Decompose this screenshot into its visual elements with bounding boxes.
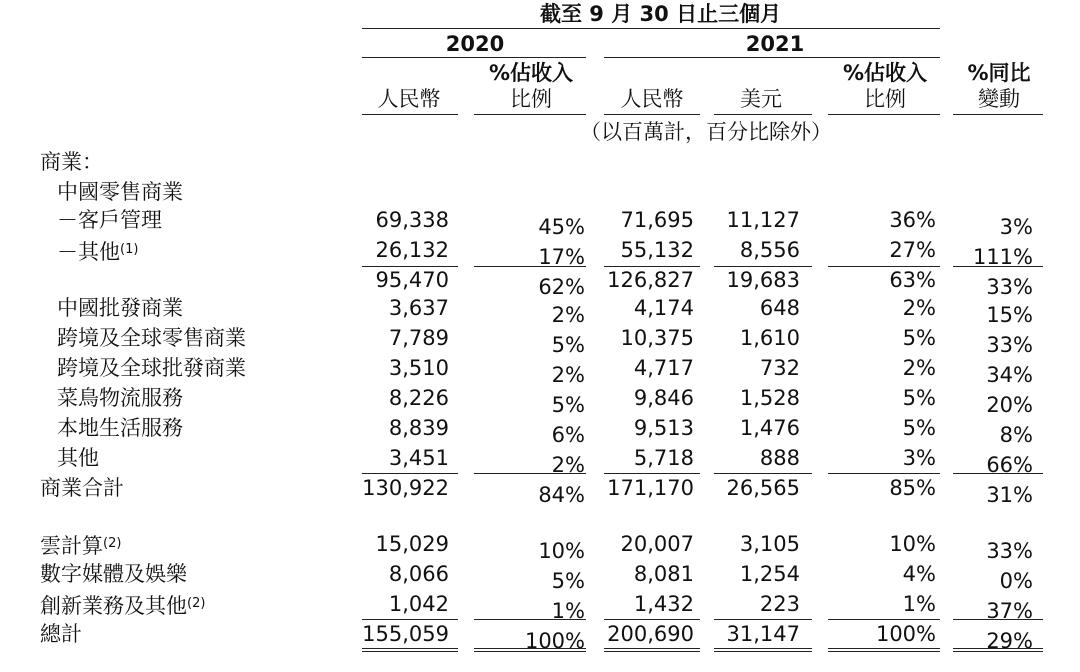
cell-usd-2021: 648 <box>759 296 800 320</box>
cell-pct-2020: 17% <box>538 245 585 269</box>
cell-usd-2021: 223 <box>759 592 800 616</box>
row-label-text: 創新業務及其他 <box>40 594 187 618</box>
cell-yoy: 3% <box>999 215 1033 239</box>
grand-total-rule-top <box>953 619 1043 620</box>
col-yoy-l1: %同比 <box>967 61 1031 85</box>
cell-pct-2020: 84% <box>538 483 585 507</box>
year-2021-header: 2021 <box>745 32 805 56</box>
col-pct-2020-l2: 比例 <box>510 87 552 111</box>
col-rmb-2020: 人民幣 <box>377 87 441 111</box>
grand-total-rule-top <box>474 619 586 620</box>
cell-yoy: 111% <box>972 245 1033 269</box>
row-label-text: 本地生活服務 <box>57 416 183 440</box>
row-label <box>40 622 82 646</box>
row-label <box>57 296 183 320</box>
cell-pct-2020: 100% <box>524 629 585 653</box>
commerce-total-rule <box>604 473 700 474</box>
cell-rmb-2020: 130,922 <box>362 476 449 500</box>
commerce-total-rule <box>714 473 812 474</box>
cell-yoy: 34% <box>986 363 1033 387</box>
cell-rmb-2020: 8,066 <box>388 562 449 586</box>
cell-yoy: 0% <box>999 569 1033 593</box>
cell-rmb-2021: 200,690 <box>607 622 694 646</box>
cell-usd-2021: 1,528 <box>739 386 800 410</box>
cell-usd-2021: 11,127 <box>726 208 800 232</box>
col-pct-2021-l1: %佔收入 <box>842 61 928 85</box>
cell-rmb-2021: 9,846 <box>633 386 694 410</box>
col-usd-2021: 美元 <box>740 87 782 111</box>
cell-yoy: 33% <box>986 539 1033 563</box>
row-label <box>40 592 205 618</box>
cell-rmb-2021: 171,170 <box>607 476 694 500</box>
cell-yoy: 33% <box>986 333 1033 357</box>
year-2020-header: 2020 <box>445 32 505 56</box>
cell-pct-2020: 62% <box>538 275 585 299</box>
row-label-text: 商業合計 <box>40 476 124 500</box>
cell-pct-2021: 2% <box>902 296 936 320</box>
subtotal-rule <box>474 266 586 267</box>
cell-rmb-2021: 10,375 <box>620 326 694 350</box>
commerce-total-rule <box>953 473 1043 474</box>
col-rule-pct-2021 <box>828 114 940 115</box>
cell-usd-2021: 3,105 <box>739 532 800 556</box>
year-2021-rule <box>604 57 940 58</box>
subtotal-rule <box>828 266 940 267</box>
cell-usd-2021: 732 <box>759 356 800 380</box>
cell-usd-2021: 1,610 <box>739 326 800 350</box>
grand-total-rule-top <box>362 619 458 620</box>
col-rule-usd-2021 <box>714 114 812 115</box>
cell-yoy: 8% <box>999 423 1033 447</box>
row-label-text: 總計 <box>40 622 82 646</box>
period-header: 截至 9 月 30 日止三個月 <box>540 2 782 26</box>
cell-rmb-2021: 4,717 <box>633 356 694 380</box>
cell-pct-2021: 36% <box>889 208 936 232</box>
subtotal-rule <box>362 266 458 267</box>
col-yoy-l2: 變動 <box>978 87 1020 111</box>
cell-pct-2020: 5% <box>551 393 585 417</box>
grand-total-rule-top <box>714 619 812 620</box>
grand-total-rule-top <box>828 619 940 620</box>
cell-usd-2021: 1,254 <box>739 562 800 586</box>
grand-total-double-rule <box>828 648 940 652</box>
cell-rmb-2021: 9,513 <box>633 416 694 440</box>
cell-rmb-2020: 1,042 <box>388 592 449 616</box>
cell-rmb-2020: 69,338 <box>375 208 449 232</box>
cell-yoy: 37% <box>986 599 1033 623</box>
cell-usd-2021: 1,476 <box>739 416 800 440</box>
grand-total-double-rule <box>474 648 586 652</box>
col-rule-yoy <box>953 114 1043 115</box>
cell-usd-2021: 8,556 <box>739 238 800 262</box>
year-2020-rule <box>362 57 586 58</box>
header-rule-top <box>362 28 940 29</box>
col-rule-pct-2020 <box>474 114 586 115</box>
col-pct-2020-l1: %佔收入 <box>488 61 574 85</box>
cell-pct-2020: 2% <box>551 303 585 327</box>
cell-pct-2021: 5% <box>902 326 936 350</box>
grand-total-double-rule <box>953 648 1043 652</box>
cell-rmb-2021: 20,007 <box>620 532 694 556</box>
row-label <box>40 562 187 586</box>
cell-rmb-2020: 3,510 <box>388 356 449 380</box>
cell-rmb-2020: 3,637 <box>388 296 449 320</box>
row-label <box>57 446 99 470</box>
footnote-marker: (2) <box>103 536 122 551</box>
row-label <box>40 476 124 500</box>
cell-pct-2021: 63% <box>889 268 936 292</box>
row-label-text: 數字媒體及娛樂 <box>40 562 187 586</box>
cell-rmb-2021: 71,695 <box>620 208 694 232</box>
cell-rmb-2021: 4,174 <box>633 296 694 320</box>
cell-rmb-2020: 15,029 <box>375 532 449 556</box>
cell-yoy: 31% <box>986 483 1033 507</box>
row-label <box>40 532 121 558</box>
row-label-text: 雲計算 <box>40 534 103 558</box>
cell-pct-2021: 27% <box>889 238 936 262</box>
unit-note: （以百萬計，百分比除外） <box>580 120 832 144</box>
cell-rmb-2020: 3,451 <box>388 446 449 470</box>
cell-pct-2021: 1% <box>902 592 936 616</box>
cell-yoy: 29% <box>986 629 1033 653</box>
cell-pct-2020: 2% <box>551 453 585 477</box>
col-rmb-2021: 人民幣 <box>620 87 684 111</box>
row-label <box>57 238 138 264</box>
cell-rmb-2021: 126,827 <box>607 268 694 292</box>
commerce-total-rule <box>362 473 458 474</box>
cell-pct-2020: 6% <box>551 423 585 447</box>
cell-pct-2020: 45% <box>538 215 585 239</box>
cell-usd-2021: 31,147 <box>726 622 800 646</box>
row-label <box>57 356 246 380</box>
cell-pct-2021: 2% <box>902 356 936 380</box>
col-pct-2021-l2: 比例 <box>864 87 906 111</box>
cell-pct-2020: 5% <box>551 569 585 593</box>
cell-rmb-2020: 95,470 <box>375 268 449 292</box>
cell-rmb-2021: 1,432 <box>633 592 694 616</box>
cell-usd-2021: 19,683 <box>726 268 800 292</box>
row-label <box>57 208 162 232</box>
cell-pct-2021: 10% <box>889 532 936 556</box>
grand-total-double-rule <box>362 648 458 652</box>
cell-usd-2021: 888 <box>759 446 800 470</box>
row-label-text: 其他 <box>57 446 99 470</box>
cell-pct-2021: 100% <box>875 622 936 646</box>
cell-rmb-2021: 55,132 <box>620 238 694 262</box>
footnote-marker: (2) <box>187 596 206 611</box>
row-label-text: 中國批發商業 <box>57 296 183 320</box>
grand-total-double-rule <box>604 648 700 652</box>
row-label <box>57 326 246 350</box>
section-commerce: 商業： <box>40 150 103 174</box>
cell-pct-2021: 3% <box>902 446 936 470</box>
cell-yoy: 15% <box>986 303 1033 327</box>
cell-rmb-2020: 26,132 <box>375 238 449 262</box>
cell-pct-2020: 5% <box>551 333 585 357</box>
cell-rmb-2020: 8,839 <box>388 416 449 440</box>
cell-pct-2021: 5% <box>902 416 936 440</box>
col-rule-rmb-2020 <box>362 114 458 115</box>
cell-pct-2020: 2% <box>551 363 585 387</box>
cell-pct-2021: 85% <box>889 476 936 500</box>
commerce-total-rule <box>474 473 586 474</box>
grand-total-double-rule <box>714 648 812 652</box>
row-label-text: －其他 <box>57 240 120 264</box>
commerce-total-rule <box>828 473 940 474</box>
subtotal-rule <box>604 266 700 267</box>
cell-pct-2021: 4% <box>902 562 936 586</box>
cell-yoy: 33% <box>986 275 1033 299</box>
cell-rmb-2020: 7,789 <box>388 326 449 350</box>
cell-pct-2021: 5% <box>902 386 936 410</box>
cell-usd-2021: 26,565 <box>726 476 800 500</box>
row-label <box>57 386 183 410</box>
row-label-text: 菜鳥物流服務 <box>57 386 183 410</box>
cell-yoy: 20% <box>986 393 1033 417</box>
subtotal-rule <box>953 266 1043 267</box>
subtotal-rule <box>714 266 812 267</box>
cell-rmb-2020: 155,059 <box>362 622 449 646</box>
row-label-text: 跨境及全球批發商業 <box>57 356 246 380</box>
row-label <box>57 416 183 440</box>
cell-pct-2020: 10% <box>538 539 585 563</box>
section-china-retail: 中國零售商業 <box>57 180 183 204</box>
cell-rmb-2020: 8,226 <box>388 386 449 410</box>
row-label-text: 跨境及全球零售商業 <box>57 326 246 350</box>
footnote-marker: (1) <box>120 242 139 257</box>
col-rule-rmb-2021 <box>604 114 700 115</box>
row-label-text: －客戶管理 <box>57 208 162 232</box>
cell-rmb-2021: 5,718 <box>633 446 694 470</box>
cell-rmb-2021: 8,081 <box>633 562 694 586</box>
cell-pct-2020: 1% <box>551 599 585 623</box>
cell-yoy: 66% <box>986 453 1033 477</box>
grand-total-rule-top <box>604 619 700 620</box>
